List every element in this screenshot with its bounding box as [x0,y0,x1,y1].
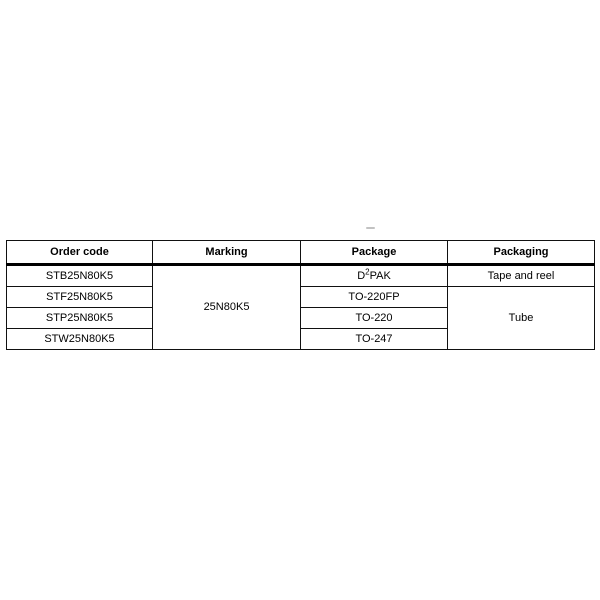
cell-package [301,265,448,287]
cell-packaging-tube: Tube [448,287,595,350]
cell-order-code: STF25N80K5 [7,287,153,308]
col-header-packaging: Packaging [448,241,595,265]
cell-marking: 25N80K5 [153,265,301,350]
col-header-package: Package [301,241,448,265]
ordering-information-table [6,240,595,350]
package-text: TO-220 [355,311,393,324]
table-row [7,265,595,287]
cell-packaging: Tape and reel [448,265,595,287]
cell-package [301,287,448,308]
table-header-row [7,241,595,265]
col-header-order-code: Order code [7,241,153,265]
package-text: D [357,269,366,282]
cell-order-code: STW25N80K5 [7,329,153,350]
scan-artifact [366,227,375,229]
package-text: TO-220FP [348,290,400,303]
cell-package [301,308,448,329]
cell-order-code: STP25N80K5 [7,308,153,329]
package-text: TO-247 [355,332,393,345]
col-header-marking: Marking [153,241,301,265]
table-row [7,287,595,308]
package-superscript: 2 [365,266,370,276]
cell-order-code: STB25N80K5 [7,265,153,287]
package-text: PAK [369,269,391,282]
cell-package [301,329,448,350]
